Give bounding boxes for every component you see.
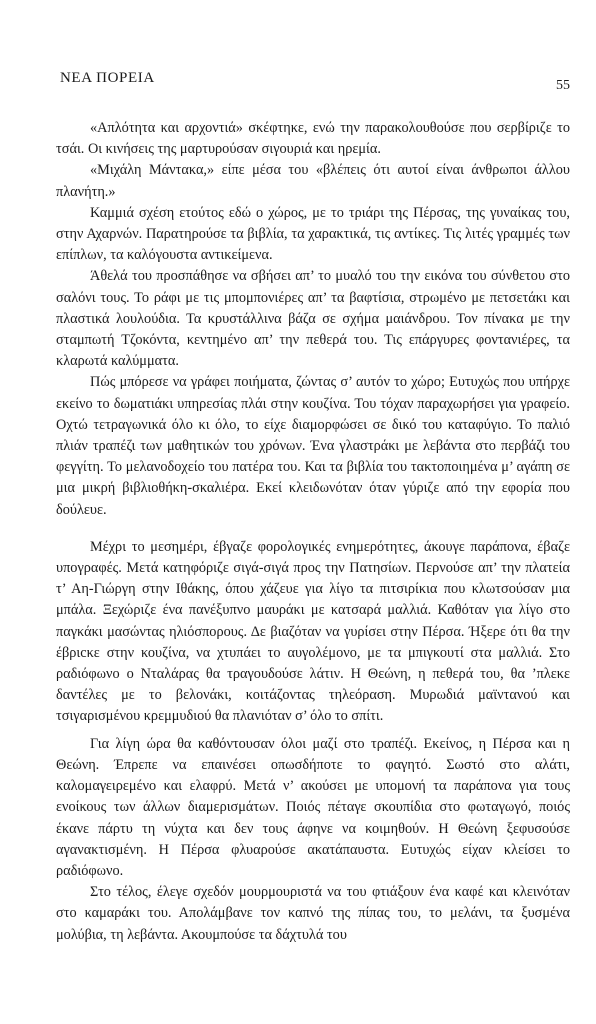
paragraph: Καμμιά σχέση ετούτος εδώ ο χώρος, με το τριάρι της Πέρσας, της γυναίκας του, στην Αχαρνών. Παρατηρούσε τα βιβλία, τα χαρακτικά, τις αντίκες. Τις λιτές γραμμές των επίπλων, τα καλόγουστα αντικείμενα. [56,204,570,264]
body-text [56,118,570,946]
page-number: 55 [556,78,570,93]
paragraph: «Απλότητα και αρχοντιά» σκέφτηκε, ενώ την παρακολουθούσε που σερβίριζε το τσάι. Οι κινήσεις της μαρτυρούσαν σιγουριά και ηρεμία. [56,120,570,158]
running-head: ΝΕΑ ΠΟΡΕΙΑ [60,70,155,86]
paragraph: Πώς μπόρεσε να γράφει ποιήματα, ζώντας σ’ αυτόν το χώρο; Ευτυχώς που υπήρχε εκείνο το δωματιάκι υπηρεσίας πλάι στην κουζίνα. Του τόχαν παραχωρήσει για γραφείο. Οχτώ τετραγωνικά όλο κι όλο, το είχε διαμορφώσει σε δικό του καταφύγιο. Το παλιό πλιάν τραπέζι των μαθητικών του χρόνων. Ένα γλαστράκι με λεβάντα στο περβάζι του φεγγίτη. Το μελανοδοχείο του πατέρα του. Και τα βιβλία του τακτοποιημένα μ’ αγάπη σε μια μικρή βιβλιοθήκη-σκαλιέρα. Εκεί κλειδωνόταν όταν γύριζε από την εφορία που δούλευε. [56,374,570,518]
paragraph: «Μιχάλη Μάντακα,» είπε μέσα του «βλέπεις ότι αυτοί είναι άνθρωποι άλλου πλανήτη.» [56,162,570,200]
paragraph: Στο τέλος, έλεγε σχεδόν μουρμουριστά να του φτιάξουν ένα καφέ και κλεινόταν στο καμαράκι του. Απολάμβανε τον καπνό της πίπας του, το μελάνι, τα ξυσμένα μολύβια, τη λεβάντα. Ακουμπούσε τα δάχτυλά του [56,884,570,943]
paragraph: Για λίγη ώρα θα καθόντουσαν όλοι μαζί στο τραπέζι. Εκείνος, η Πέρσα και η Θεώνη. Έπρεπε να επαινέσει οπωσδήποτε το φαγητό. Σωστό στο αλάτι, καλομαγειρεμένο και ελαφρύ. Μετά ν’ ακούσει με υπομονή τα παράπονα για τους ενοίκους των άλλων διαμερισμάτων. Ποιός πέταγε σκουπίδια στο φωταγωγό, ποιός έκανε πάρτυ τη νύχτα και δεν τους άφηνε να κοιμηθούν. Η Θεώνη ξεφυσούσε αγανακτισμένη. Η Πέρσα φλυαρούσε ακατάπαυστα. Ευτυχώς είχαν κλείσει το ραδιόφωνο. [56,735,570,879]
paragraph: Άθελά του προσπάθησε να σβήσει απ’ το μυαλό του την εικόνα του σύνθετου στο σαλόνι τους. Το ράφι με τις μπομπονιέρες απ’ τα βαφτίσια, στρωμένο με πετσετάκι και πλαστικά λουλούδια. Τα κρυστάλλινα βάζα σε σχήμα μαιάνδρου. Τον πίνακα με την σταμπωτή Τζοκόντα, κεντημένο απ’ την πεθερά του. Τις επάργυρες φοντανιέρες, τα κλαρωτά καλύμματα. [56,268,570,370]
page-header [60,70,570,94]
paragraph: Μέχρι το μεσημέρι, έβγαζε φορολογικές ενημερότητες, άκουγε παράπονα, έβαζε υπογραφές. Μετά κατηφόριζε σιγά-σιγά προς την Πατησίων. Περνούσε απ’ την πλατεία τ’ Αη-Γιώργη στην Ιθάκης, όπου χάζευε για λίγο τα πιτσιρίκια που κλωτσούσαν μια μπάλα. Ξεχώριζε ένα πανέξυπνο μαυράκι με κατσαρά μαλλιά. Καθόταν για λίγο στο παγκάκι μασώντας ηλιόσπορους. Δε βιαζόταν να γυρίσει στην Πέρσα. Ήξερε ότι θα την έβριcκε στην κουζίνα, να χτυπάει το αυγολέμονο, με τα μπιγκουτί στα μαλλιά. Στο ραδιόφωνο ο Νταλάρας θα τραγουδούσε λάτιν. Η Θεώνη, η πεθερά του, θα ’πλεκε δαντέλες με το βελονάκι, κοιτάζοντας τηλεόραση. Μυρωδιά μαϊντανού και τσιγαρισμένου κρεμμυδιού θα πλανιόταν σ’ όλο το σπίτι. [56,538,570,725]
